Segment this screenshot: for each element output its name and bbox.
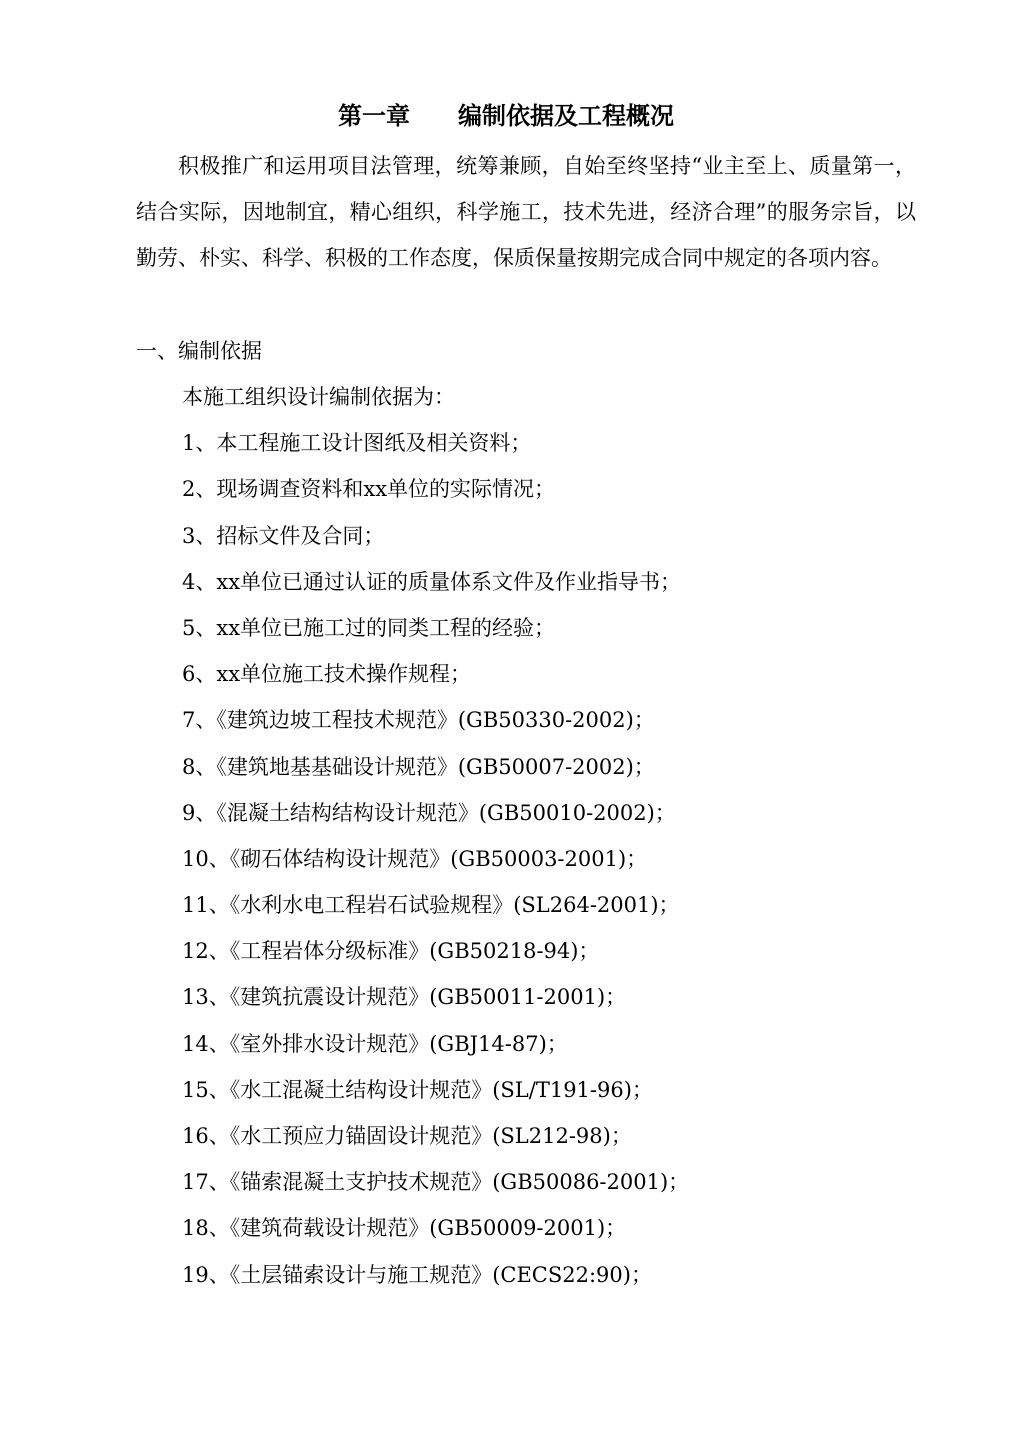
basis-item: 9、《混凝土结构结构设计规范》(GB50010-2002)；: [182, 800, 676, 825]
basis-item: 6、xx单位施工技术操作规程；: [182, 662, 472, 687]
section-heading-basis: 一、编制依据: [136, 339, 262, 363]
basis-item: 11、《水利水电工程岩石试验规程》(SL264-2001)；: [182, 893, 680, 918]
basis-item: 2、现场调查资料和xx单位的实际情况；: [182, 477, 556, 502]
chapter-title: [0, 94, 1012, 138]
basis-item: 12、《工程岩体分级标准》(GB50218-94)；: [182, 939, 600, 964]
basis-list: [182, 374, 942, 1298]
basis-item: 15、《水工混凝土结构设计规范》(SL/T191-96)；: [182, 1077, 653, 1102]
basis-item: 7、《建筑边坡工程技术规范》(GB50330-2002)；: [182, 708, 655, 733]
basis-item: 16、《水工预应力锚固设计规范》(SL212-98)；: [182, 1124, 632, 1148]
intro-paragraph: 积极推广和运用项目法管理，统筹兼顾，自始至终坚持“业主至上、质量第一，结合实际，因地制宜，精心组织，科学施工，技术先进，经济合理”的服务宗旨，以勤劳、朴实、科学、积极的工作态度，保质保量按期完成合同中规定的各项内容。: [136, 154, 916, 270]
basis-item: 13、《建筑抗震设计规范》(GB50011-2001)；: [182, 985, 627, 1010]
basis-item: 1、本工程施工设计图纸及相关资料；: [182, 431, 532, 456]
basis-item: 10、《砌石体结构设计规范》(GB50003-2001)；: [182, 846, 648, 871]
basis-item: 8、《建筑地基基础设计规范》(GB50007-2002)；: [182, 754, 655, 779]
chapter-title-text: 编制依据及工程概况: [458, 101, 674, 130]
basis-item: 4、xx单位已通过认证的质量体系文件及作业指导书；: [182, 569, 682, 594]
basis-intro: 本施工组织设计编制依据为：: [182, 385, 455, 409]
basis-item: 14、《室外排水设计规范》(GBJ14-87)；: [182, 1031, 568, 1056]
basis-item: 18、《建筑荷载设计规范》(GB50009-2001)；: [182, 1216, 627, 1241]
basis-item: 3、招标文件及合同；: [182, 523, 385, 548]
chapter-label: 第一章: [338, 101, 410, 130]
basis-item: 5、xx单位已施工过的同类工程的经验；: [182, 615, 556, 640]
basis-item: 17、《锚索混凝土支护技术规范》(GB50086-2001)；: [182, 1170, 690, 1195]
basis-item: 19、《土层锚索设计与施工规范》(CECS22:90)；: [182, 1262, 652, 1287]
